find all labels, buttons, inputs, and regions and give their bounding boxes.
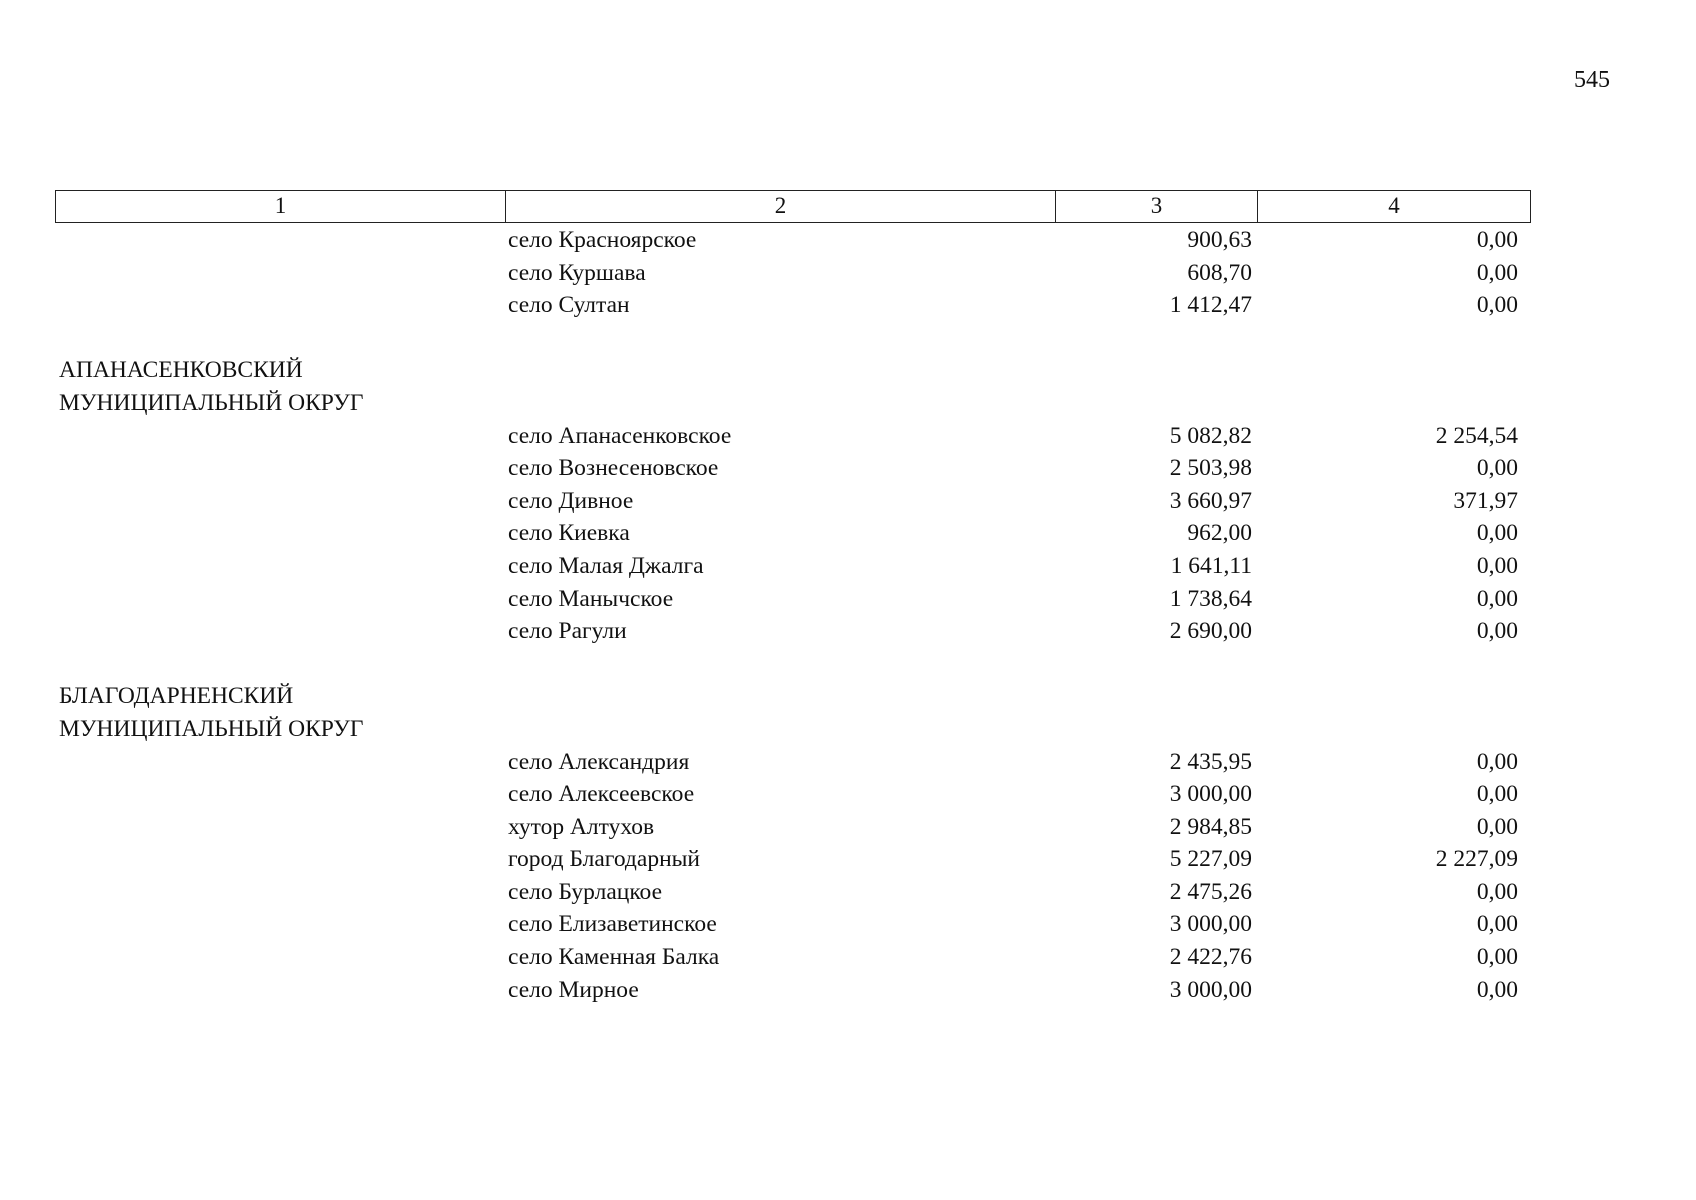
value-column-4: 371,97 (1453, 487, 1518, 514)
settlement-name: село Киевка (508, 520, 630, 547)
value-column-3: 2 690,00 (1169, 618, 1252, 645)
value-column-4: 2 227,09 (1435, 846, 1518, 873)
value-column-4: 0,00 (1476, 976, 1518, 1003)
district-heading-row (0, 354, 1696, 387)
table-row (0, 843, 1696, 876)
value-column-3: 5 227,09 (1169, 846, 1252, 873)
table-row (0, 420, 1696, 453)
table-row (0, 908, 1696, 941)
table-row (0, 452, 1696, 485)
value-column-4: 0,00 (1476, 292, 1518, 319)
value-column-3: 5 082,82 (1169, 422, 1252, 449)
value-column-3: 608,70 (1187, 259, 1252, 286)
value-column-3: 3 000,00 (1169, 911, 1252, 938)
value-column-4: 0,00 (1476, 227, 1518, 253)
table-row (0, 583, 1696, 616)
table-row (0, 811, 1696, 844)
table-header-row (55, 190, 1531, 223)
value-column-4: 0,00 (1476, 552, 1518, 579)
table-row (0, 257, 1696, 290)
table-row (0, 941, 1696, 974)
value-column-4: 0,00 (1476, 813, 1518, 840)
value-column-4: 0,00 (1476, 259, 1518, 286)
header-cell-1: 1 (56, 191, 506, 222)
value-column-4: 0,00 (1476, 618, 1518, 645)
table-row (0, 550, 1696, 583)
settlement-name: город Благодарный (508, 846, 701, 873)
value-column-3: 2 475,26 (1169, 878, 1252, 905)
value-column-3: 3 660,97 (1169, 487, 1252, 514)
value-column-4: 0,00 (1476, 781, 1518, 808)
value-column-4: 0,00 (1476, 944, 1518, 971)
settlement-name: село Елизаветинское (508, 911, 717, 938)
spacer-row (0, 648, 1696, 681)
header-cell-4: 4 (1388, 193, 1400, 218)
table-row (0, 615, 1696, 648)
value-column-3: 2 435,95 (1169, 748, 1252, 775)
table-row (0, 746, 1696, 779)
value-column-4: 0,00 (1476, 748, 1518, 775)
district-name: АПАНАСЕНКОВСКИЙ (59, 357, 303, 384)
settlement-name: село Алексеевское (508, 781, 695, 808)
settlement-name: село Султан (508, 292, 630, 319)
spacer-row (0, 322, 1696, 355)
table-row (0, 778, 1696, 811)
settlement-name: село Красноярское (508, 227, 697, 253)
header-cell-2: 2 (506, 191, 1056, 222)
settlement-name: село Апанасенковское (508, 422, 732, 449)
settlement-name: село Бурлацкое (508, 878, 663, 905)
settlement-name: село Вознесеновское (508, 455, 719, 482)
value-column-4: 0,00 (1476, 585, 1518, 612)
settlement-name: село Манычское (508, 585, 674, 612)
table-row (0, 876, 1696, 909)
value-column-4: 2 254,54 (1435, 422, 1518, 449)
district-name: МУНИЦИПАЛЬНЫЙ ОКРУГ (59, 389, 364, 416)
table-row (0, 485, 1696, 518)
value-column-3: 900,63 (1187, 227, 1252, 253)
settlement-name: село Дивное (508, 487, 634, 514)
value-column-3: 1 641,11 (1170, 552, 1252, 579)
district-heading-row (0, 387, 1696, 420)
value-column-3: 1 412,47 (1169, 292, 1252, 319)
header-cell-3: 3 (1056, 191, 1258, 222)
value-column-4: 0,00 (1476, 878, 1518, 905)
settlement-name: село Мирное (508, 976, 639, 1003)
district-heading-row (0, 680, 1696, 713)
table-row (0, 289, 1696, 322)
value-column-3: 3 000,00 (1169, 781, 1252, 808)
value-column-3: 962,00 (1187, 520, 1252, 547)
table-body (0, 224, 1696, 1006)
value-column-3: 3 000,00 (1169, 976, 1252, 1003)
settlement-name: село Каменная Балка (508, 944, 720, 971)
settlement-name: село Рагули (508, 618, 627, 645)
value-column-3: 2 422,76 (1169, 944, 1252, 971)
value-column-3: 2 503,98 (1169, 455, 1252, 482)
page-number: 545 (1574, 67, 1610, 93)
district-heading-row (0, 713, 1696, 746)
value-column-4: 0,00 (1476, 911, 1518, 938)
table-row (0, 517, 1696, 550)
value-column-4: 0,00 (1476, 520, 1518, 547)
settlement-name: село Малая Джалга (508, 552, 704, 579)
settlement-name: село Александрия (508, 748, 690, 775)
settlement-name: хутор Алтухов (508, 813, 655, 840)
district-name: МУНИЦИПАЛЬНЫЙ ОКРУГ (59, 715, 364, 742)
table-row (0, 974, 1696, 1007)
value-column-3: 1 738,64 (1169, 585, 1252, 612)
value-column-4: 0,00 (1476, 455, 1518, 482)
district-name: БЛАГОДАРНЕНСКИЙ (59, 683, 294, 710)
settlement-name: село Куршава (508, 259, 646, 286)
value-column-3: 2 984,85 (1169, 813, 1252, 840)
table-row (0, 224, 1696, 257)
